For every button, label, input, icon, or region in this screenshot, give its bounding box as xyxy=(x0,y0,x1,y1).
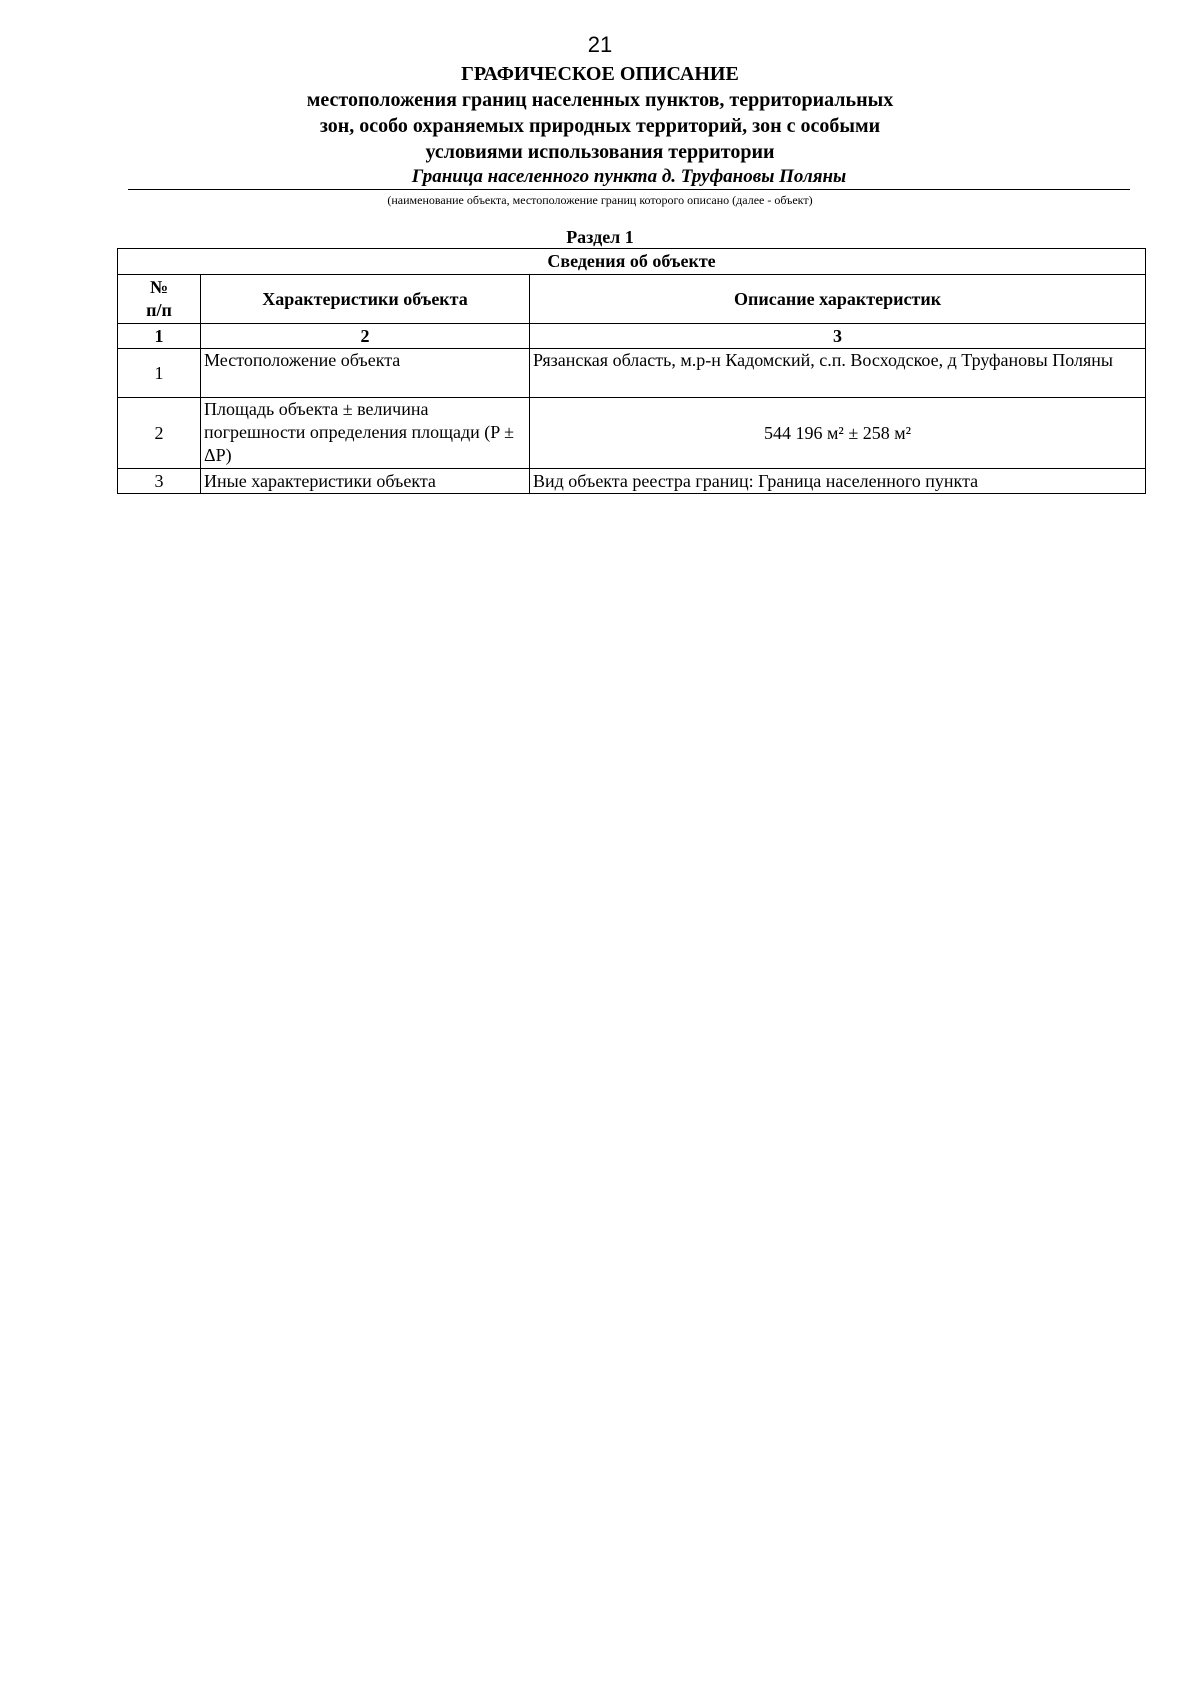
title-line-3: зон, особо охраняемых природных территорий, зон с особыми xyxy=(319,115,881,137)
column-number-2: 2 xyxy=(201,324,530,349)
page-number: 21 xyxy=(587,32,613,57)
object-info-table xyxy=(117,248,1146,494)
row-description: Вид объекта реестра границ: Граница населенного пункта xyxy=(530,469,1146,494)
row-characteristic: Иные характеристики объекта xyxy=(201,469,530,494)
title-line-4: условиями использования территории xyxy=(425,141,775,163)
row-characteristic: Местоположение объекта xyxy=(201,349,530,398)
column-number-3: 3 xyxy=(530,324,1146,349)
table-row xyxy=(118,469,1146,494)
section-title: Раздел 1 xyxy=(566,227,634,247)
header-number-line-2: п/п xyxy=(146,300,172,320)
object-name: Граница населенного пункта д. Труфановы Поляны xyxy=(128,166,1130,190)
header-number xyxy=(118,275,201,324)
row-number: 3 xyxy=(118,469,201,494)
row-description: 544 196 м² ± 258 м² xyxy=(530,398,1146,469)
header-characteristic: Характеристики объекта xyxy=(201,275,530,324)
header-description: Описание характеристик xyxy=(530,275,1146,324)
title-line-2: местоположения границ населенных пунктов, территориальных xyxy=(306,89,894,111)
object-name-hint: (наименование объекта, местоположение границ которого описано (далее - объект) xyxy=(387,193,813,207)
row-characteristic: Площадь объекта ± величина погрешности определения площади (P ± ΔP) xyxy=(201,398,530,469)
column-number-1: 1 xyxy=(118,324,201,349)
row-number: 1 xyxy=(118,349,201,398)
document-title xyxy=(0,61,1200,165)
column-number-row xyxy=(118,324,1146,349)
table-header-row xyxy=(118,275,1146,324)
header-number-line-1: № xyxy=(149,277,169,297)
row-number: 2 xyxy=(118,398,201,469)
title-line-1: ГРАФИЧЕСКОЕ ОПИСАНИЕ xyxy=(461,63,739,85)
table-row xyxy=(118,398,1146,469)
table-row xyxy=(118,349,1146,398)
table-caption: Сведения об объекте xyxy=(118,249,1146,275)
row-description: Рязанская область, м.р-н Кадомский, с.п. Восходское, д Труфановы Поляны xyxy=(530,349,1146,398)
table-caption-row xyxy=(118,249,1146,275)
